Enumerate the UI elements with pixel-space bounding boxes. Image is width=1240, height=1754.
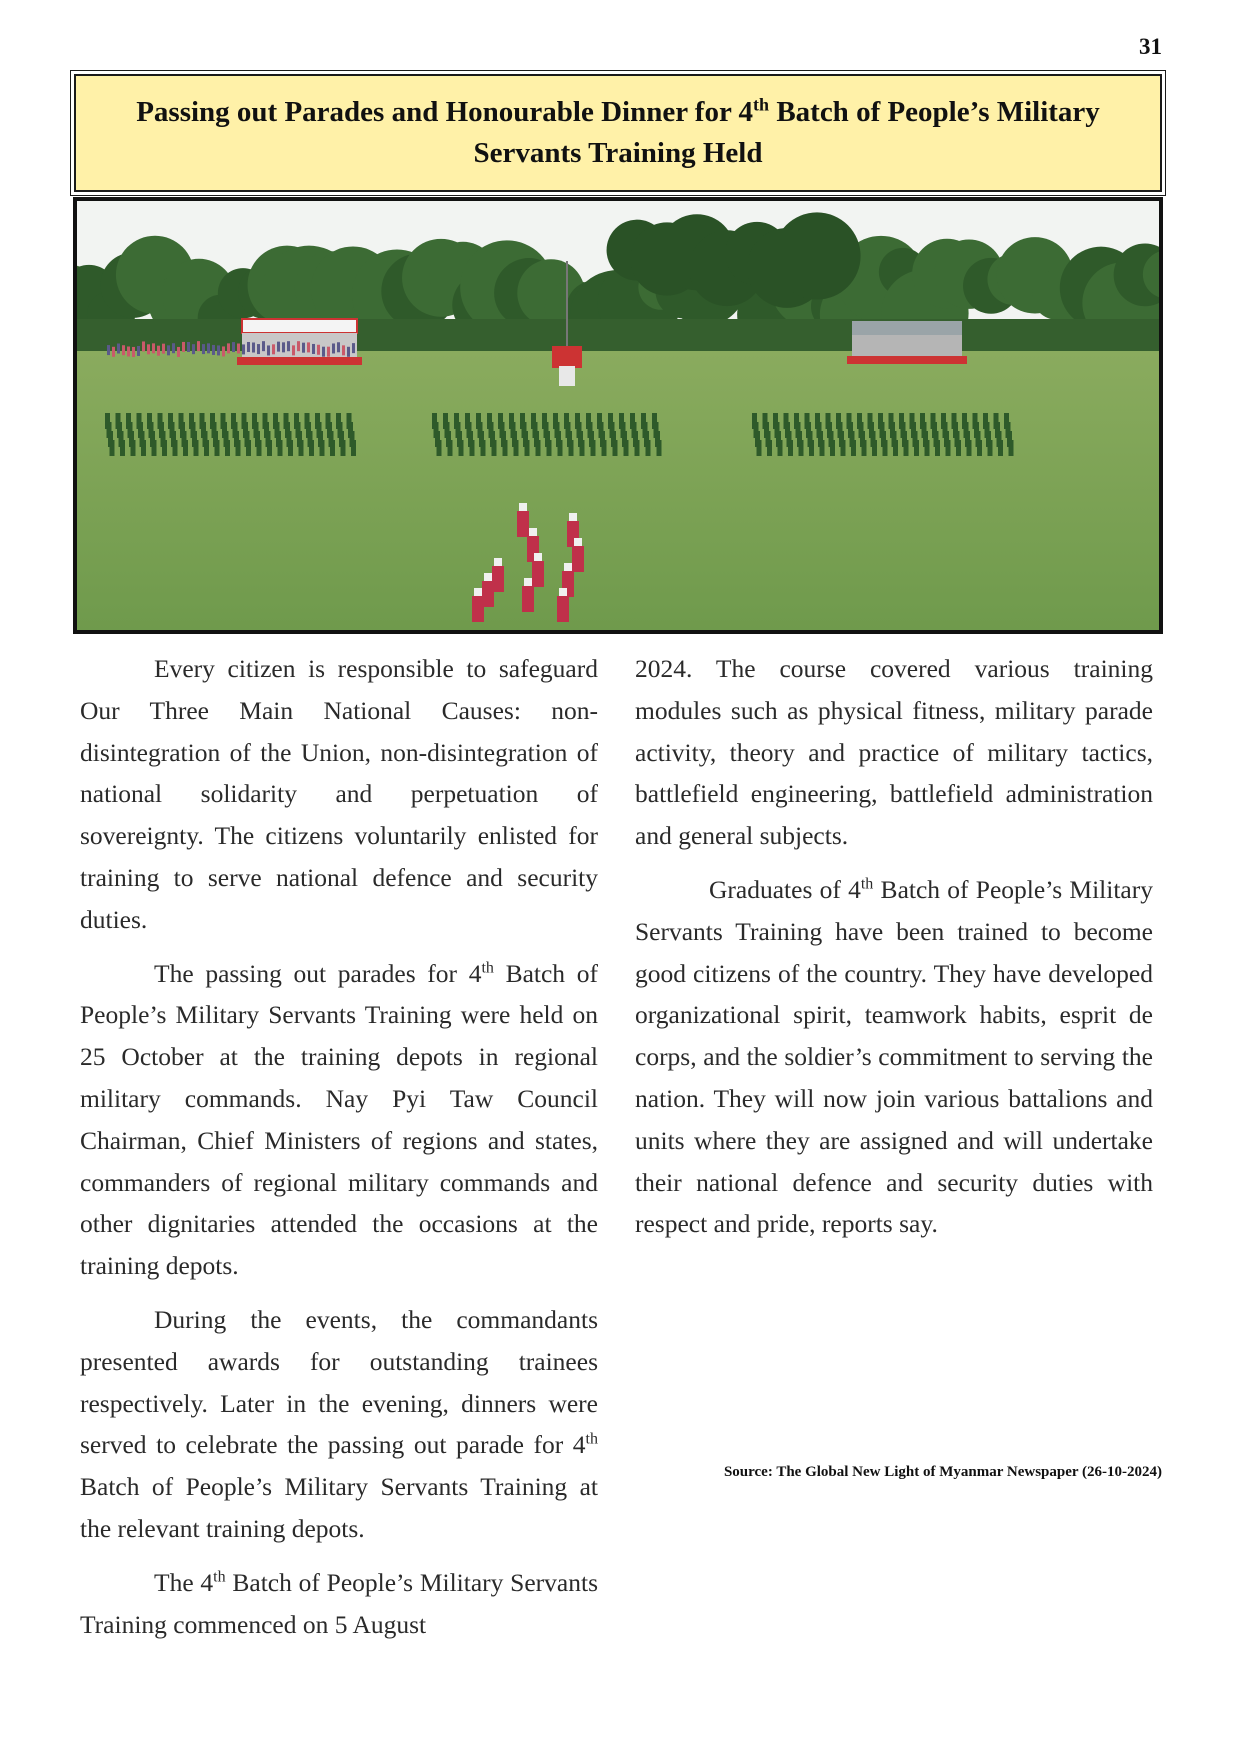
right-column (635, 648, 1153, 1257)
title-sup: th (753, 94, 770, 115)
left-column (80, 648, 598, 1657)
parade-photo (73, 197, 1163, 634)
right-pavilion (847, 321, 967, 364)
source-credit: Source: The Global New Light of Myanmar Newspaper (26-10-2024) (723, 1464, 1162, 1480)
paragraph-1: Every citizen is responsible to safeguard Our Three Main National Causes: non-disintegration of the Union, non-disintegration of national solidarity and perpetuation of sovereignty. The citizens voluntarily enlisted for training to serve national defence and security duties. (80, 654, 598, 934)
parade-photo-illustration (77, 201, 1159, 630)
paragraph-4: The 4th Batch of People’s Military Servants Training commenced on 5 August (80, 1567, 598, 1639)
page-number: 31 (1139, 34, 1162, 59)
parade-ground (77, 351, 1159, 630)
article-title (76, 92, 1160, 174)
title-part1: Passing out Parades and Honourable Dinner for 4 (136, 96, 754, 128)
paragraph-5: 2024. The course covered various training modules such as physical fitness, military parade activity, theory and practice of military tactics, battlefield engineering, battlefield administration and general subjects. (635, 654, 1153, 851)
article-title-box (74, 74, 1162, 192)
paragraph-2: The passing out parades for 4th Batch of People’s Military Servants Training were held on 25 October at the training depots in regional military commands. Nay Pyi Taw Council Chairman, Chief Ministers of regions and states, commanders of regional military commands and other dignitaries attended the occasions at the training depots. (80, 958, 598, 1281)
paragraph-6: Graduates of 4th Batch of People’s Military Servants Training have been trained to become good citizens of the country. They have developed organizational spirit, teamwork habits, esprit de corps, and the soldier’s commitment to serving the nation. They will now join various battalions and units where they are assigned and will undertake their national defence and security duties with respect and pride, reports say. (635, 874, 1153, 1239)
paragraph-3: During the events, the commandants presented awards for outstanding trainees respectively. Later in the evening, dinners were served to celebrate the passing out parade for 4th Batch of People’s Military Servants Training at the relevant training depots. (80, 1304, 598, 1543)
title-part2: Batch of People’s Military Servants Training Held (473, 96, 1100, 169)
